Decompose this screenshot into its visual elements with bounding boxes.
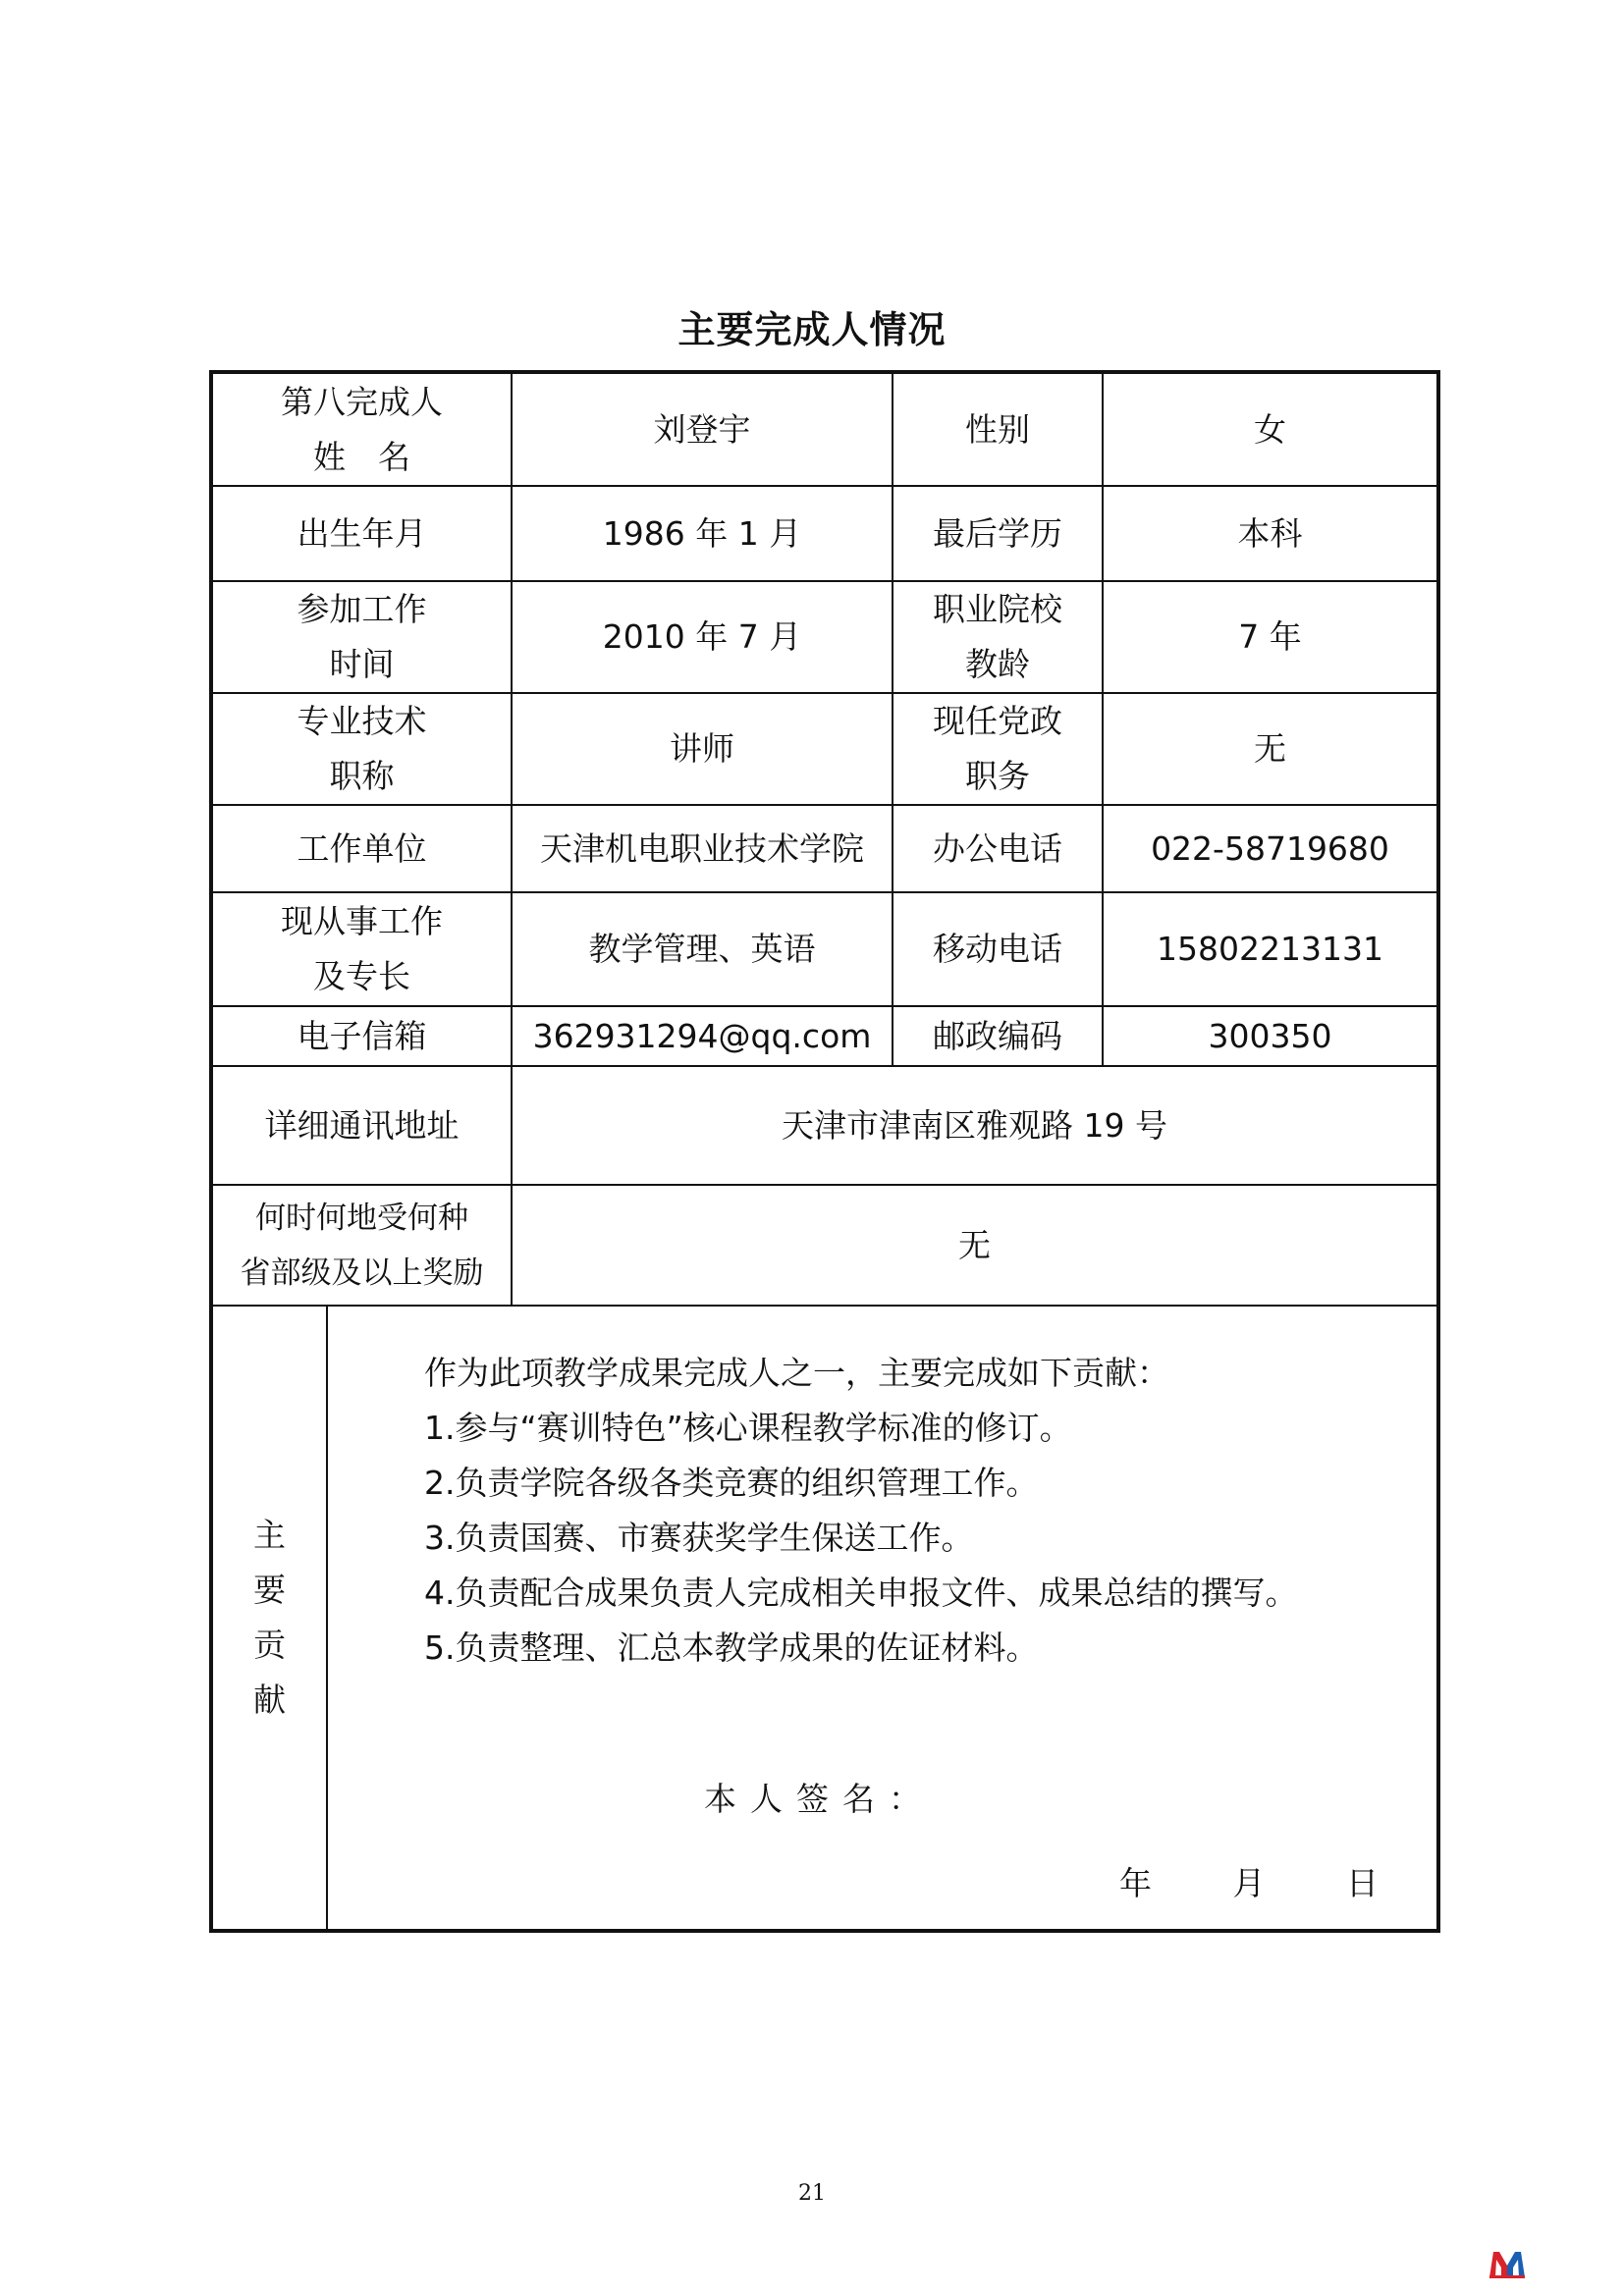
teaching-years-label-line1: 职业院校 bbox=[933, 590, 1062, 628]
mobile-value: 15802213131 bbox=[1103, 892, 1438, 1006]
education-value: 本科 bbox=[1103, 486, 1438, 581]
party-label-line2: 职务 bbox=[965, 757, 1030, 795]
office-phone-value: 022-58719680 bbox=[1103, 805, 1438, 892]
teaching-years-label-line2: 教龄 bbox=[965, 645, 1030, 683]
education-label: 最后学历 bbox=[893, 486, 1103, 581]
contribution-intro: 作为此项教学成果完成人之一，主要完成如下贡献： bbox=[424, 1354, 1169, 1392]
title-label bbox=[211, 693, 512, 805]
table-row bbox=[211, 581, 1438, 693]
employer-value: 天津机电职业技术学院 bbox=[512, 805, 893, 892]
postcode-label: 邮政编码 bbox=[893, 1006, 1103, 1066]
title-value: 讲师 bbox=[512, 693, 893, 805]
current-work-label-line1: 现从事工作 bbox=[281, 902, 443, 940]
list-item: 2.负责学院各级各类竞赛的组织管理工作。 bbox=[424, 1464, 1039, 1502]
m-logo-icon bbox=[1488, 2246, 1527, 2279]
name-label-line1: 第八完成人 bbox=[281, 382, 443, 421]
work-start-label-line2: 时间 bbox=[329, 645, 395, 683]
teaching-years-label bbox=[893, 581, 1103, 693]
birth-label: 出生年月 bbox=[211, 486, 512, 581]
email-label: 电子信箱 bbox=[211, 1006, 512, 1066]
main-contributor-table bbox=[209, 370, 1440, 1933]
work-start-label bbox=[211, 581, 512, 693]
name-value: 刘登宇 bbox=[512, 372, 893, 486]
contribution-side-char: 主 bbox=[253, 1516, 286, 1554]
signature-date bbox=[1119, 1856, 1438, 1911]
work-start-value: 2010 年 7 月 bbox=[512, 581, 893, 693]
work-start-label-line1: 参加工作 bbox=[297, 590, 427, 628]
contribution-side-char: 献 bbox=[253, 1681, 286, 1719]
party-label-line1: 现任党政 bbox=[933, 702, 1062, 740]
awards-label-line2: 省部级及以上奖励 bbox=[240, 1255, 484, 1291]
page-number: 21 bbox=[798, 2181, 826, 2206]
current-work-value: 教学管理、英语 bbox=[512, 892, 893, 1006]
contribution-text-block bbox=[424, 1346, 1417, 1676]
table-row bbox=[211, 805, 1438, 892]
email-value: 362931294@qq.com bbox=[512, 1006, 893, 1066]
birth-value: 1986 年 1 月 bbox=[512, 486, 893, 581]
current-work-label bbox=[211, 892, 512, 1006]
table-row bbox=[211, 693, 1438, 805]
table-row bbox=[211, 1185, 1438, 1306]
address-label: 详细通讯地址 bbox=[211, 1066, 512, 1185]
party-label bbox=[893, 693, 1103, 805]
title-label-line1: 专业技术 bbox=[297, 702, 427, 740]
awards-value: 无 bbox=[512, 1185, 1438, 1306]
contribution-content bbox=[327, 1306, 1438, 1931]
list-item: 4.负责配合成果负责人完成相关申报文件、成果总结的撰写。 bbox=[424, 1574, 1298, 1612]
party-value: 无 bbox=[1103, 693, 1438, 805]
office-phone-label: 办公电话 bbox=[893, 805, 1103, 892]
table-row bbox=[211, 486, 1438, 581]
gender-label: 性别 bbox=[893, 372, 1103, 486]
table-row bbox=[211, 1066, 1438, 1185]
list-item: 5.负责整理、汇总本教学成果的佐证材料。 bbox=[424, 1629, 1039, 1667]
title-label-line2: 职称 bbox=[329, 757, 395, 795]
table-row bbox=[211, 892, 1438, 1006]
signature-label: 本人签名： bbox=[704, 1780, 935, 1818]
postcode-value: 300350 bbox=[1103, 1006, 1438, 1066]
contribution-side-label bbox=[211, 1306, 327, 1931]
gender-value: 女 bbox=[1103, 372, 1438, 486]
contribution-side-char: 贡 bbox=[253, 1626, 286, 1664]
page-title: 主要完成人情况 bbox=[677, 308, 947, 351]
mobile-label: 移动电话 bbox=[893, 892, 1103, 1006]
employer-label: 工作单位 bbox=[211, 805, 512, 892]
date-day-label: 日 bbox=[1346, 1864, 1379, 1902]
contribution-side-char: 要 bbox=[253, 1571, 286, 1609]
date-month-label: 月 bbox=[1232, 1864, 1266, 1902]
date-year-label: 年 bbox=[1119, 1864, 1152, 1902]
current-work-label-line2: 及专长 bbox=[313, 957, 410, 995]
teaching-years-value: 7 年 bbox=[1103, 581, 1438, 693]
contribution-list bbox=[424, 1401, 1417, 1676]
name-label-line2: 姓 名 bbox=[313, 437, 410, 476]
name-label bbox=[211, 372, 512, 486]
awards-label-line1: 何时何地受何种 bbox=[255, 1200, 468, 1236]
list-item: 3.负责国赛、市赛获奖学生保送工作。 bbox=[424, 1519, 974, 1557]
address-value: 天津市津南区雅观路 19 号 bbox=[512, 1066, 1438, 1185]
table-row bbox=[211, 1306, 1438, 1931]
table-row bbox=[211, 1006, 1438, 1066]
table-row bbox=[211, 372, 1438, 486]
awards-label bbox=[211, 1185, 512, 1306]
list-item: 1.参与“赛训特色”核心课程教学标准的修订。 bbox=[424, 1409, 1072, 1447]
